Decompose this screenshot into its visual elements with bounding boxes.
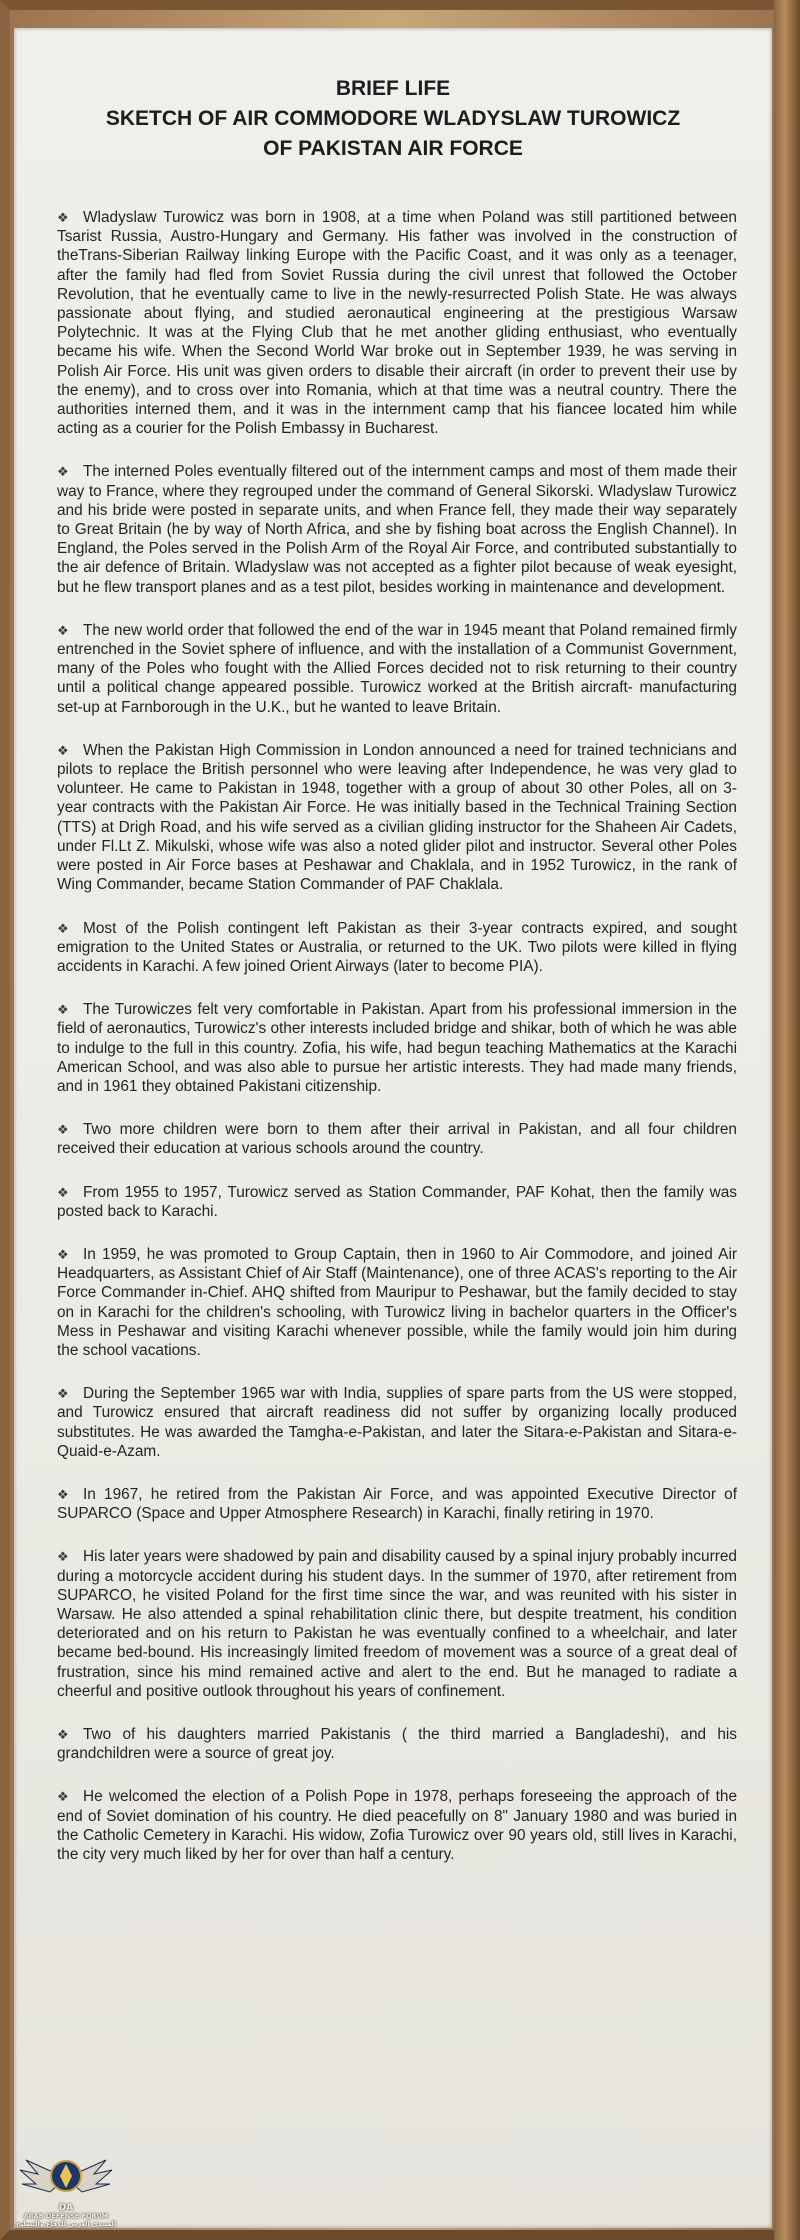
- watermark-initials: DA: [58, 2203, 74, 2213]
- bullet-icon: ❖: [57, 464, 69, 480]
- title-line-1: BRIEF LIFE: [335, 77, 451, 100]
- bullet-icon: ❖: [57, 210, 69, 225]
- paragraph-text: In 1959, he was promoted to Group Captain, then in 1960 to Air Commodore, and joined Air Headquarters, as Assistant Chief of Air Staff (Maintenance), one of three ACAS's reporting to the Air Force Commander in-Chief. AHQ shifted from Mauripur to Peshawar, but the family decided to stay on in Karachi for the children's schooling, with Turowicz living in bachelor quarters in the Officer's Mess in Peshawar and visiting Karachi whenever possible, while the family would join him during the school vacations.: [57, 1245, 737, 1359]
- paragraph-12: [57, 1547, 737, 1701]
- bullet-icon: ❖: [57, 1246, 69, 1262]
- bullet-icon: ❖: [57, 1122, 69, 1138]
- paragraph-text: The interned Poles eventually filtered out of the internment camps and most of them made their way to France, where they regrouped under the command of General Sikorski. Wladyslaw Turowicz and his bride were posted in separate units, and when France fell, they made their way separately to Great Britain (he by way of North Africa, and she by fishing boat across the English Channel). In England, the Poles served in the Polish Arm of the Royal Air Force, and contributed substantially to the air defence of Britain. Wladyslaw was not accepted as a fighter pilot because of weak eyesight, but he flew transport planes and as a test pilot, besides working in maintenance and development.: [57, 463, 737, 596]
- bullet-icon: ❖: [57, 1486, 69, 1502]
- paragraph-13: [57, 1725, 737, 1763]
- forum-watermark-logo: [6, 2140, 126, 2240]
- information-board: [14, 28, 772, 2228]
- paragraph-text: His later years were shadowed by pain and disability caused by a spinal injury probably incurred during a motorcycle accident during his student days. In the summer of 1970, after retirement from SUPARCO, he visited Poland for the first time since the war, and was reunited with his sister in Warsaw. He also attended a spinal rehabilitation clinic there, but despite treatment, his condition deteriorated and on his return to Pakistan he was eventually confined to a wheelchair, and later became bed-bound. His increasingly limited freedom of movement was a source of a great deal of frustration, since his mind remained active and alert to the end. But he managed to radiate a cheerful and positive outlook throughout his years of confinement.: [57, 1548, 737, 1700]
- paragraph-10: [57, 1384, 737, 1461]
- paragraph-text: Wladyslaw Turowicz was born in 1908, at a time when Poland was still partitioned between Tsarist Russia, Austro-Hungary and Germany. His father was involved in the construction of theTrans-Siberian Railway linking Europe with the Pacific Coast, and it was only as a teenager, after the family had fled from Soviet Russia during the civil unrest that followed the October Revolution, that he eventually came to live in the newly-resurrected Polish State. He was always passionate about flying, and studied aeronautical engineering at the prestigious Warsaw Polytechnic. It was at the Flying Club that he met another gliding enthusiast, who eventually became his wife. When the Second World War broke out in September 1939, he was serving in Polish Air Force. His unit was given orders to disable their aircraft (in order to prevent their use by the enemy), and to cross over into Romania, which at that time was a neutral country. There the authorities interned them, and it was in the internment camp that his fiancee located him while acting as a courier for the Polish Embassy in Bucharest.: [57, 209, 737, 438]
- watermark-name: ARAB DEFENSE FORUM: [23, 2212, 109, 2220]
- paragraph-text: Most of the Polish contingent left Pakistan as their 3-year contracts expired, and sought emigration to the United States or Australia, or returned to the UK. Two pilots were killed in flying accidents in Karachi. A few joined Orient Airways (later to become PIA).: [57, 919, 737, 975]
- bullet-icon: ❖: [57, 1184, 69, 1200]
- paragraph-text: Two more children were born to them after their arrival in Pakistan, and all four children received their education at various schools around the country.: [57, 1121, 737, 1158]
- bullet-icon: ❖: [57, 1549, 69, 1565]
- bullet-icon: ❖: [57, 920, 69, 936]
- paragraph-text: The new world order that followed the end of the war in 1945 meant that Poland remained firmly entrenched in the Soviet sphere of influence, and with the installation of a Communist Government, many of the Poles who fought with the Allied Forces decided not to risk returning to their country until a political change appeared possible. Turowicz worked at the British aircraft- manufacturing set-up at Farnborough in the U.K., but he wanted to leave Britain.: [57, 621, 737, 716]
- winged-emblem-icon: [6, 2140, 126, 2213]
- paragraph-text: In 1967, he retired from the Pakistan Air Force, and was appointed Executive Director of SUPARCO (Space and Upper Atmosphere Research) in Karachi, finally retiring in 1970.: [57, 1485, 737, 1523]
- paragraph-text: From 1955 to 1957, Turowicz served as Station Commander, PAF Kohat, then the family was posted back to Karachi.: [57, 1183, 737, 1220]
- title-line-2: SKETCH OF AIR COMMODORE WLADYSLAW TUROWICZ: [105, 107, 681, 130]
- paragraph-text: The Turowiczes felt very comfortable in Pakistan. Apart from his professional immersion in the field of aeronautics, Turowicz's other interests included bridge and shikar, both of which he was able to indulge to the full in this country. Zofia, his wife, had begun teaching Mathematics at the Karachi American School, and was also able to pursue her artistic interests. They had made many friends, and in 1961 they obtained Pakistani citizenship.: [57, 1001, 737, 1095]
- biography-text: [57, 208, 737, 1888]
- paragraph-text: Two of his daughters married Pakistanis ( the third married a Bangladeshi), and his grandchildren were a source of great joy.: [57, 1726, 737, 1763]
- bullet-icon: ❖: [57, 1002, 69, 1018]
- paragraph-1: [57, 208, 737, 438]
- bullet-icon: ❖: [57, 1789, 69, 1805]
- paragraph-14: [57, 1787, 737, 1864]
- watermark-arabic: المنتدى العربي للدفاع والتسليح: [15, 2220, 117, 2228]
- paragraph-6: [57, 1000, 737, 1096]
- bullet-icon: ❖: [57, 622, 69, 638]
- paragraph-3: [57, 621, 737, 717]
- bullet-icon: ❖: [57, 1386, 69, 1402]
- bullet-icon: ❖: [57, 742, 69, 758]
- paragraph-8: [57, 1183, 737, 1221]
- paragraph-7: [57, 1120, 737, 1158]
- paragraph-9: [57, 1245, 737, 1360]
- paragraph-4: [57, 741, 737, 895]
- watermark-text: [6, 2204, 126, 2228]
- paragraph-text: When the Pakistan High Commission in London announced a need for trained technicians and pilots to replace the British personnel who were leaving after Independence, he was very glad to volunteer. He came to Pakistan in 1948, together with a group of about 30 other Poles, all on 3- year contracts with the Pakistan Air Force. He was initially based in the Technical Training Section (TTS) at Drigh Road, and his wife served as a civilian gliding instructor for the Shaheen Air Cadets, under Fl.Lt Z. Mikulski, whose wife was also a noted glider pilot and instructor. Several other Poles were posted in Air Force bases at Peshawar and Chaklala, and in 1952 Turowicz, in the rank of Wing Commander, became Station Commander of PAF Chaklala.: [57, 741, 737, 894]
- paragraph-5: [57, 919, 737, 977]
- bullet-icon: ❖: [57, 1727, 69, 1742]
- paragraph-11: [57, 1485, 737, 1523]
- paragraph-text: He welcomed the election of a Polish Pope in 1978, perhaps foreseeing the approach of the end of Soviet domination of his country. He died peacefully on 8" January 1980 and was buried in the Catholic Cemetery in Karachi. His widow, Zofia Turowicz over 90 years old, still lives in Karachi, the city very much liked by her for over than half a century.: [57, 1788, 737, 1864]
- title-line-3: OF PAKISTAN AIR FORCE: [263, 137, 523, 160]
- paragraph-text: During the September 1965 war with India, supplies of spare parts from the US were stopped, and Turowicz ensured that aircraft readiness did not suffer by organizing locally produced substitutes. He was awarded the Tamgha-e-Pakistan, and later the Sitara-e-Pakistan and Sitara-e-Quaid-e-Azam.: [57, 1385, 737, 1460]
- frame-right-edge: [774, 0, 800, 2240]
- paragraph-2: [57, 462, 737, 596]
- board-title: [14, 74, 772, 164]
